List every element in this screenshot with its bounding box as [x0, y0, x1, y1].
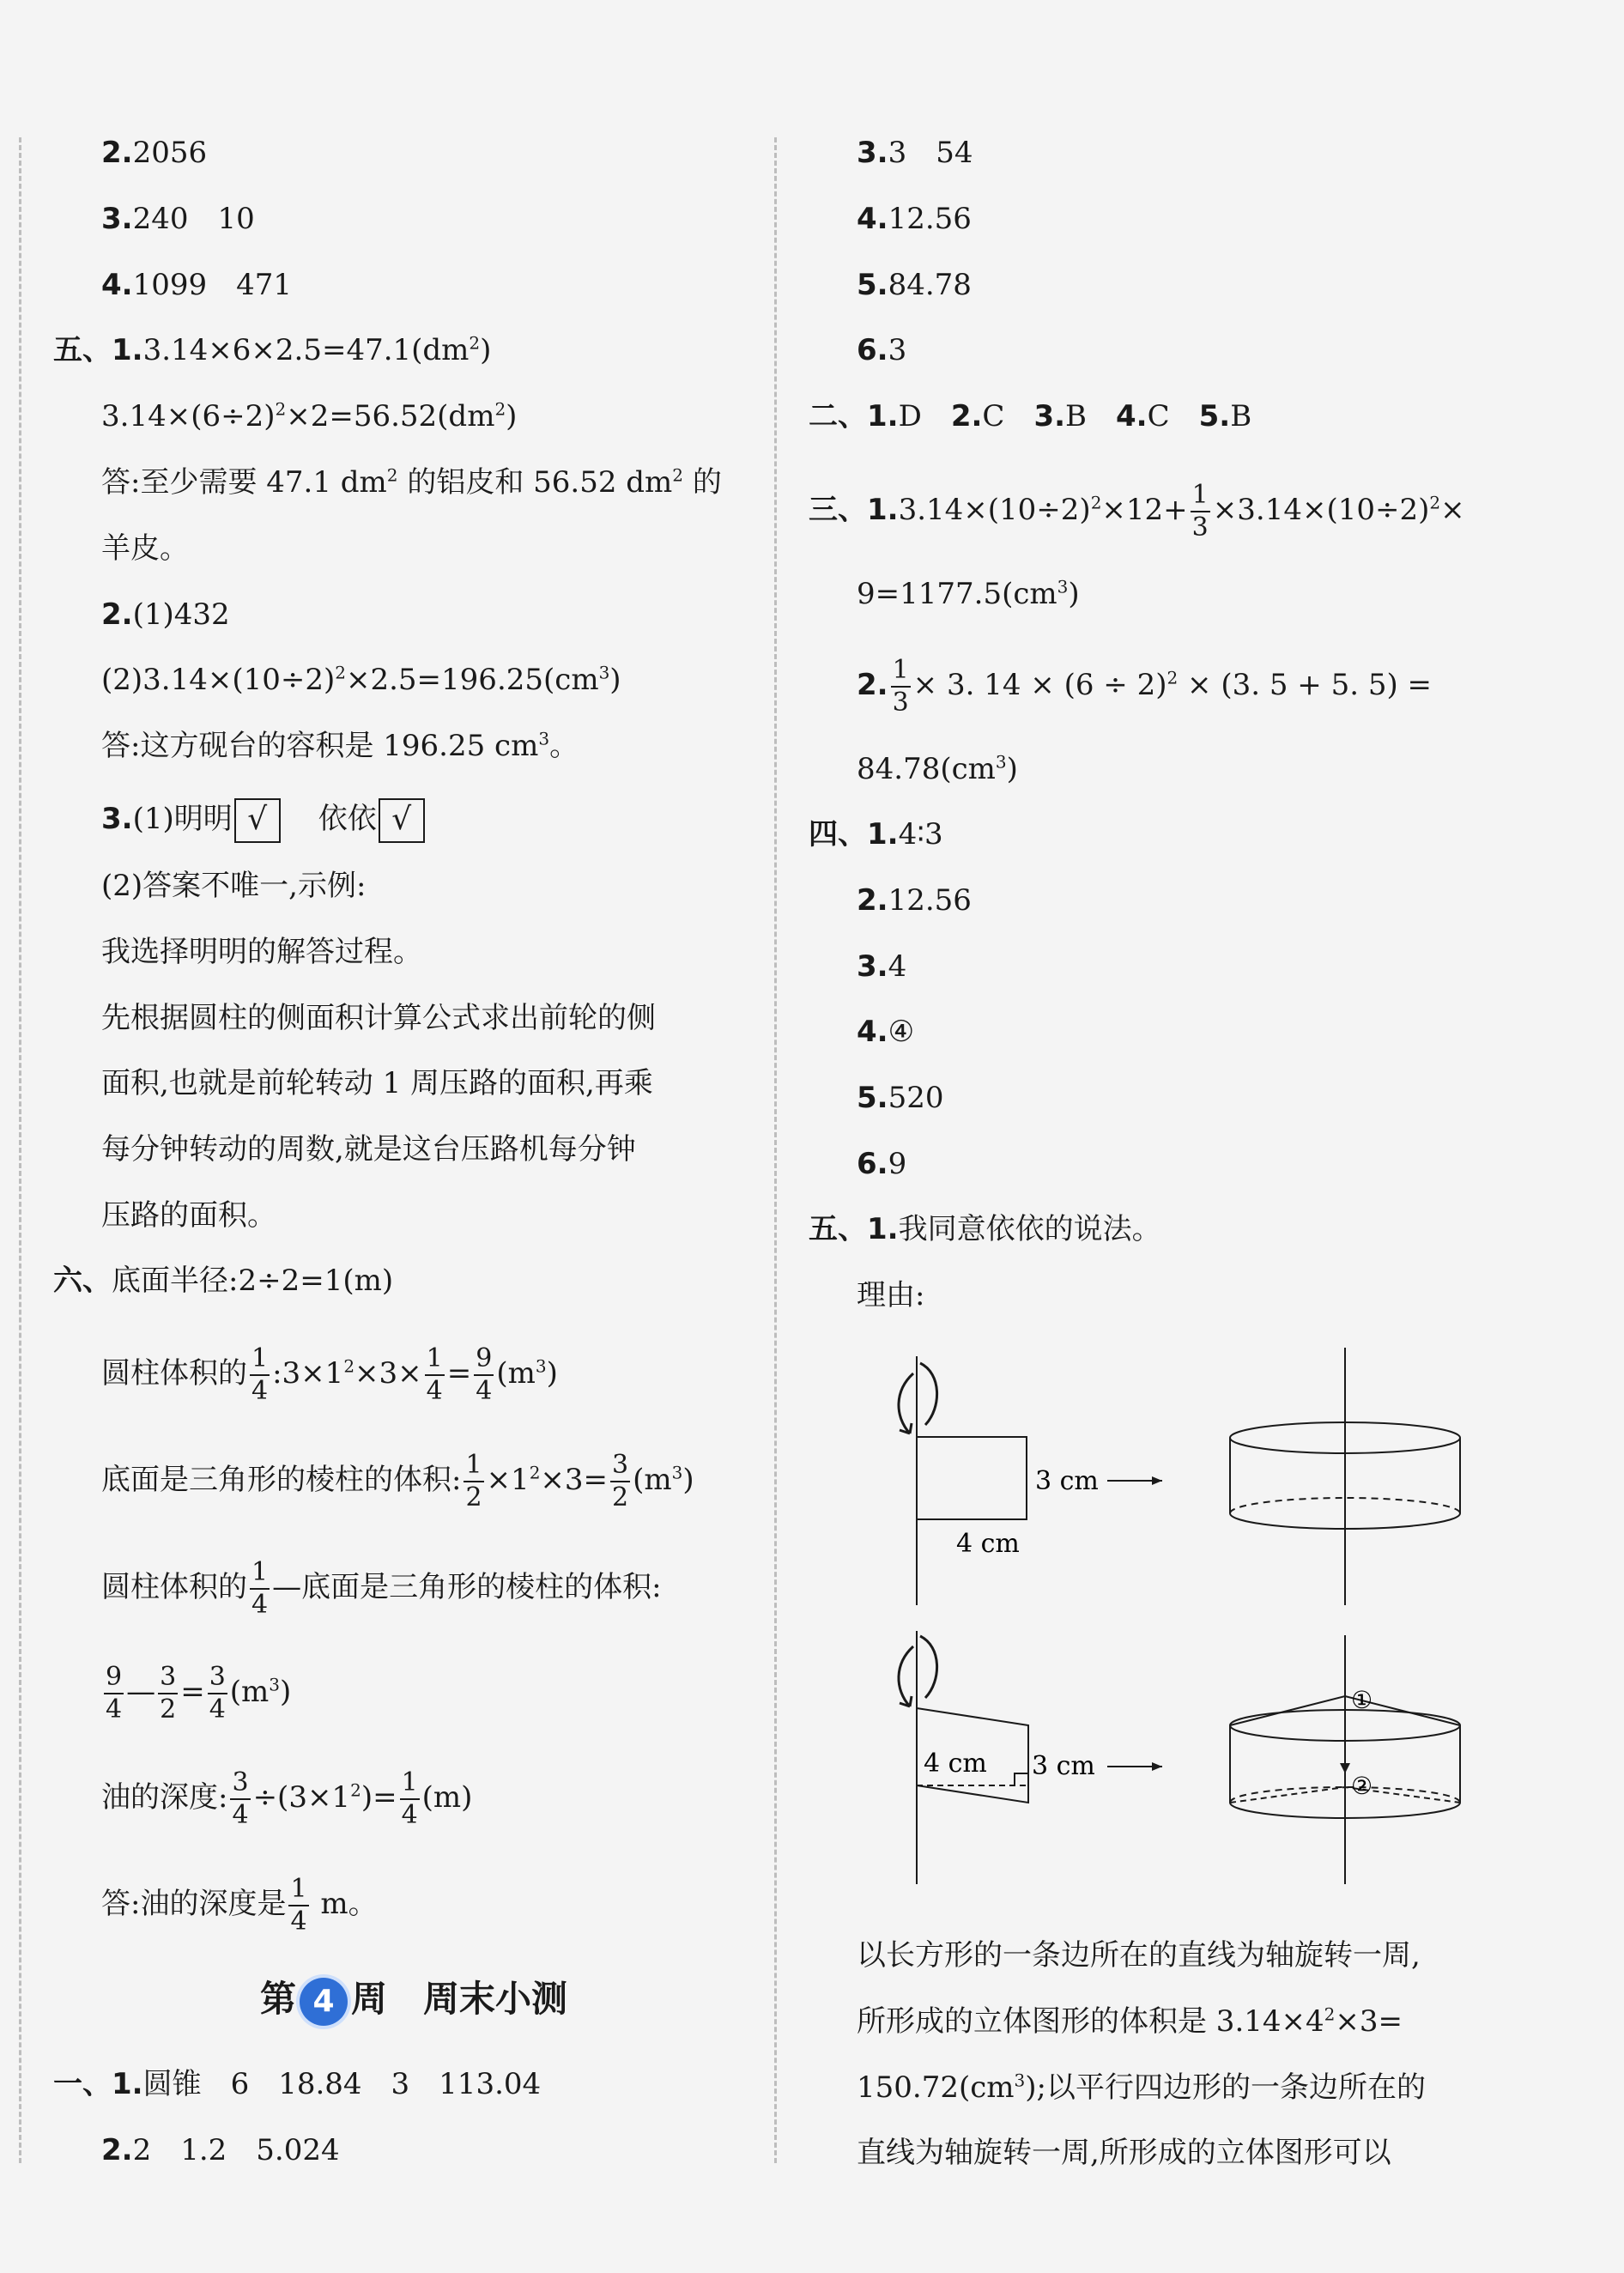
check-line: 3.(1)明明 √ 依依 √	[101, 798, 433, 843]
answer-line: 2.2056	[101, 136, 208, 170]
section-five: 五、1.我同意依依的说法。	[809, 1212, 1161, 1246]
calc-line: $84.78(cm^3)$	[857, 751, 1018, 786]
rotation-arc	[920, 1363, 937, 1425]
calc-line: $(2)3.14\times(10\div 2)^2\times 2.5=196.25(cm^3)$	[101, 662, 621, 697]
label-4cm: 4 cm	[924, 1749, 987, 1779]
rectangle-rotation-diagram	[899, 1348, 1460, 1605]
move-arrow-head-icon	[1340, 1763, 1350, 1773]
parallelogram-rotation-diagram	[899, 1631, 1460, 1884]
calc-line: $3.14\times(6\div 2)^2\times 2=56.52(dm^2)$	[101, 398, 518, 433]
answer-line: 4.1099 471	[101, 268, 293, 302]
answer-text: 理由:	[857, 1278, 925, 1312]
calc-line: $\frac{9}{4}$ — $\frac{3}{2}$ = $\frac{3}{4}$ $(m^3)$	[106, 1662, 292, 1724]
answer-text: $150.72(cm^3)$;以平行四边形的一条边所在的	[857, 2070, 1426, 2105]
calc-line: 油的深度: $\frac{3}{4}$ $\div(3\times 1^2)=$ $\frac{1}{4}$ (m)	[101, 1767, 473, 1830]
answer-text: 以长方形的一条边所在的直线为轴旋转一周,	[857, 1938, 1421, 1973]
calc-line: 圆柱体积的 $\frac{1}{4}$ $:3\times 1^2\times 3\times$ $\frac{1}{4}$ = $\frac{9}{4}$ $(m^3)$	[101, 1343, 558, 1406]
answer-line: 3.3 54	[857, 136, 973, 170]
left-margin-divider	[19, 137, 21, 2163]
answer-text: 每分钟转动的周数,就是这台压路机每分钟	[101, 1132, 636, 1167]
section-five-q1: 五、$1.3.14\times 6\times 2.5=47.1(dm^2)$	[53, 332, 492, 367]
answer-text: 羊皮。	[101, 531, 189, 566]
rotation-figure	[860, 1348, 1530, 2017]
marker-1: ①	[1351, 1686, 1373, 1714]
label-4cm: 4 cm	[956, 1529, 1020, 1559]
week-number-badge: 4	[300, 1978, 348, 2026]
section-six: 六、底面半径:2÷2=1(m)	[53, 1264, 394, 1298]
section-title: 第 4 周 周末小测	[53, 1971, 774, 2026]
calc-line: 2. $\frac{1}{3}$ × 3. $14 \times (6 \div 2)^2 \times (3$. 5 + 5. 5) =	[857, 655, 1433, 718]
answer-line: 5.520	[857, 1081, 944, 1115]
rotation-arrow-icon	[899, 1373, 913, 1434]
answer-text: 答:油的深度是 $\frac{1}{4}$ m。	[101, 1874, 378, 1937]
answer-line: 3.4	[857, 949, 907, 984]
test-q1: 一、1.圆锥 6 18.84 3 113.04	[53, 2067, 542, 2101]
answer-text: (2)答案不唯一,示例:	[101, 869, 367, 903]
check-box: √	[234, 798, 281, 843]
marker-2: ②	[1351, 1772, 1373, 1800]
check-box: √	[379, 798, 425, 843]
answer-text: 直线为轴旋转一周,所形成的立体图形可以	[857, 2136, 1391, 2170]
answer-line: 4.④	[857, 1015, 915, 1049]
rotation-arrow-icon	[899, 1646, 913, 1706]
test-q2: 2.2 1.2 5.024	[101, 2133, 340, 2167]
answer-line: 5.84.78	[857, 268, 972, 302]
answer-line: 2.12.56	[857, 883, 972, 918]
section-three-q1: 三、$1.3.14\times(10\div 2)^2\times 12+$ $\frac{1}{3}$ $\times 3.14\times(10\div 2)^2\times$	[809, 480, 1465, 542]
answer-text: 所形成的立体图形的体积是 $3.14\times 4^2\times 3=$	[857, 2003, 1403, 2039]
right-angle-mark	[1015, 1773, 1028, 1785]
answer-text: 压路的面积。	[101, 1198, 276, 1233]
label-3cm: 3 cm	[1035, 1466, 1099, 1496]
column-divider	[774, 137, 777, 2163]
arrow-head-icon	[1152, 1476, 1162, 1485]
calc-line: 底面是三角形的棱柱的体积: $\frac{1}{2}$ $\times 1^2\times 3=$ $\frac{3}{2}$ $(m^3)$	[101, 1450, 694, 1512]
answer-text: 先根据圆柱的侧面积计算公式求出前轮的侧	[101, 1001, 656, 1035]
answer-line: 6.3	[857, 333, 907, 367]
answer-line: 2.(1)432	[101, 597, 230, 632]
answer-line: 3.240 10	[101, 202, 255, 236]
section-two: 二、1.D 2.C 3.B 4.C 5.B	[809, 399, 1252, 433]
rectangle-shape	[917, 1437, 1027, 1519]
answer-text: 我选择明明的解答过程。	[101, 935, 422, 969]
answer-line: 4.12.56	[857, 202, 972, 236]
answer-line: 6.9	[857, 1147, 907, 1181]
section-four: 四、1.4∶3	[809, 817, 943, 852]
answer-text: 答:这方砚台的容积是 196.25 $cm^3$。	[101, 728, 579, 763]
calc-line: 圆柱体积的 $\frac{1}{4}$ —底面是三角形的棱柱的体积:	[101, 1557, 662, 1620]
answer-text: 面积,也就是前轮转动 1 周压路的面积,再乘	[101, 1066, 653, 1100]
label-3cm: 3 cm	[1032, 1751, 1095, 1781]
rotation-arc	[920, 1636, 937, 1698]
calc-line: $9=1177.5(cm^3)$	[857, 576, 1080, 611]
answer-text: 答:至少需要 47.1 $dm^2$ 的铝皮和 56.52 $dm^2$ 的	[101, 464, 722, 500]
arrow-head-icon	[1152, 1762, 1162, 1771]
